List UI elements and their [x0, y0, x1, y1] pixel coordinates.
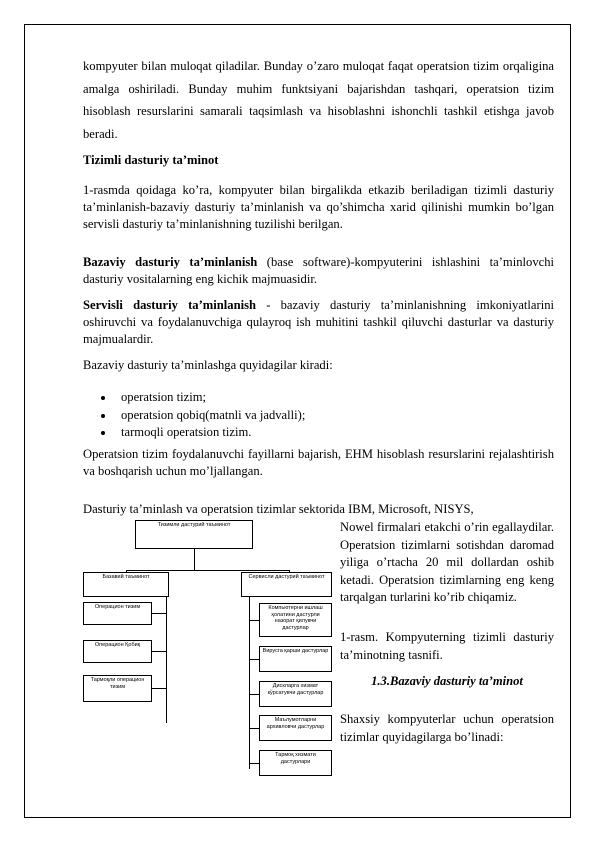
paragraph-list-intro: Bazaviy dasturiy ta’minlashga quyidagilar kiradi: — [83, 358, 333, 372]
list-item: operatsion tizim; — [101, 389, 305, 407]
diagram-service-box: Сервисли дастурий таъминот — [241, 572, 332, 597]
diagram-base-box: Базавий таъминот — [83, 572, 169, 597]
classification-diagram — [83, 520, 335, 780]
section-caption: 1.3.Bazaviy dasturiy ta’minot — [371, 674, 523, 688]
diagram-left-item: Операцион тизим — [83, 602, 152, 625]
paragraph-service-software: Servisli dasturiy ta’minlanish - bazaviy dasturiy ta’minlanishning imkoniyatlarini oshiruvchi va foydalanuvchiga qulayroq ish muhitini tashkil qiluvchi dasturlar va dasturiy majmualardir. — [83, 298, 554, 346]
paragraph-sector-lead: Dasturiy ta’minlash va operatsion tizimlar sektorida IBM, Microsoft, NISYS, — [83, 502, 474, 516]
side-paragraph-pc-os: Shaxsiy kompyuterlar uchun operatsion tizimlar quyidagilarga bo’linadi: — [340, 712, 554, 744]
diagram-root-box: Тизимли дастурий таъминот — [135, 520, 253, 549]
paragraph-intro: kompyuter bilan muloqat qiladilar. Bunday o’zaro muloqat faqat operatsion tizim orqaligina amalga oshiriladi. Bunday muhim funktsiyani bajarishdan tashqari, operatsion tizim hisoblash resurslarini samarali taqsimlash va hisoblashni ishonchli tashkil etishga javob beradi. — [83, 59, 554, 141]
paragraph-base-software: Bazaviy dasturiy ta’minlanish (base software)-kompyuterini ishlashini ta’minlovchi dasturiy vositalarning eng kichik majmuasidir. — [83, 255, 554, 286]
list-item: operatsion qobiq(matnli va jadvalli); — [101, 407, 305, 425]
diagram-left-item: Операцион Қобиқ — [83, 640, 152, 663]
diagram-left-item: Тармоқли операцион тизим — [83, 675, 152, 702]
diagram-right-item: Вирусга қарши дастурлар — [259, 646, 332, 672]
side-paragraph-market: Nowel firmalari etakchi o’rin egallaydilar. Operatsion tizimlarni sotishdan daromad yiliga o’rtacha 20 mil dollardan oshib ketadi. Operatsion tizimlarning eng keng tarqalgan turlarini ko’rib chiqamiz. — [340, 520, 554, 604]
figure-caption-text: 1-rasm. Kompyuterning tizimli dasturiy ta’minotning tasnifi. — [340, 630, 554, 662]
diagram-right-item: Тармоқ хизмати дастурлари — [259, 750, 332, 776]
paragraph-os-purpose: Operatsion tizim foydalanuvchi fayillarni bajarish, EHM hisoblash resurslarini rejalashtirish va boshqarish uchun mo’ljallangan. — [83, 447, 554, 478]
term-service: Servisli dasturiy ta’minlanish — [83, 298, 256, 312]
list-item: tarmoqli operatsion tizim. — [101, 424, 305, 442]
bullet-list — [101, 389, 305, 442]
diagram-right-item: Компьютерни ишлаш ҳолатини дастурли назорат қилувчи дастурлар — [259, 603, 332, 637]
diagram-right-item: Маълумотларни архивловчи дастурлар — [259, 715, 332, 741]
term-base: Bazaviy dasturiy ta’minlanish — [83, 255, 258, 269]
paragraph-figure-intro: 1-rasmda qoidaga ko’ra, kompyuter bilan birgalikda etkazib beriladigan tizimli dasturiy ta’minlanish-bazaviy dasturiy ta’minlanish va qo’shimcha xarid qilinishi mumkin bo’lgan servisli dasturiy ta’minlanishning tuzilishi berilgan. — [83, 183, 554, 231]
diagram-right-item: Дискларга хизмат кўрсатувчи дастурлар — [259, 681, 332, 707]
section-heading: Tizimli dasturiy ta’minot — [83, 153, 219, 167]
